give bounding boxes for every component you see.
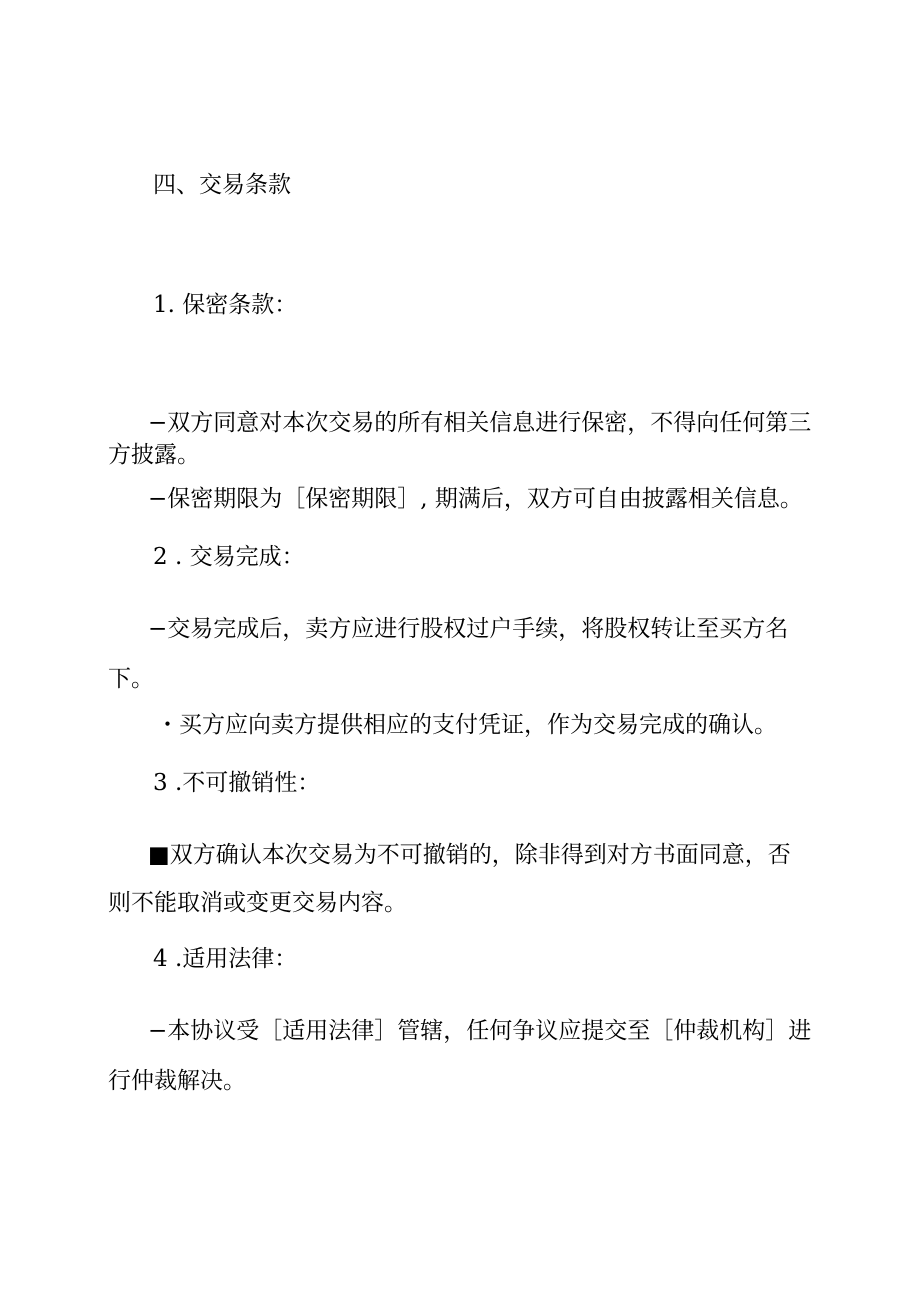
clause-1-item-1-line-2: 方披露。 [108, 442, 200, 468]
clause-4-item-1-line-1: −本协议受［适用法律］管辖，任何争议应提交至［仲裁机构］进 [148, 1018, 812, 1044]
section-heading: 四、交易条款 [153, 172, 291, 198]
clause-4-item-1-line-2: 行仲裁解决。 [108, 1068, 246, 1094]
clause-2-item-1-line-1: −交易完成后，卖方应进行股权过户手续，将股权转让至买方名 [148, 616, 789, 642]
clause-2-title: 2 . 交易完成： [153, 544, 305, 570]
clause-2-item-2: ・买方应向卖方提供相应的支付凭证，作为交易完成的确认。 [156, 712, 777, 738]
clause-3-item-1-line-2: 则不能取消或变更交易内容。 [108, 890, 407, 916]
clause-3-title: 3 .不可撤销性： [153, 770, 321, 796]
clause-2-item-1-line-2: 下。 [108, 666, 154, 692]
clause-1-item-2: −保密期限为［保密期限］, 期满后，双方可自由披露相关信息。 [148, 486, 803, 512]
clause-1-title: 1. 保密条款： [153, 292, 298, 318]
clause-3-item-1-line-1: ■双方确认本次交易为不可撤销的，除非得到对方书面同意，否 [148, 842, 791, 868]
clause-4-title: 4 .适用法律： [153, 946, 298, 972]
clause-1-item-1-line-1: −双方同意对本次交易的所有相关信息进行保密，不得向任何第三 [148, 410, 812, 436]
